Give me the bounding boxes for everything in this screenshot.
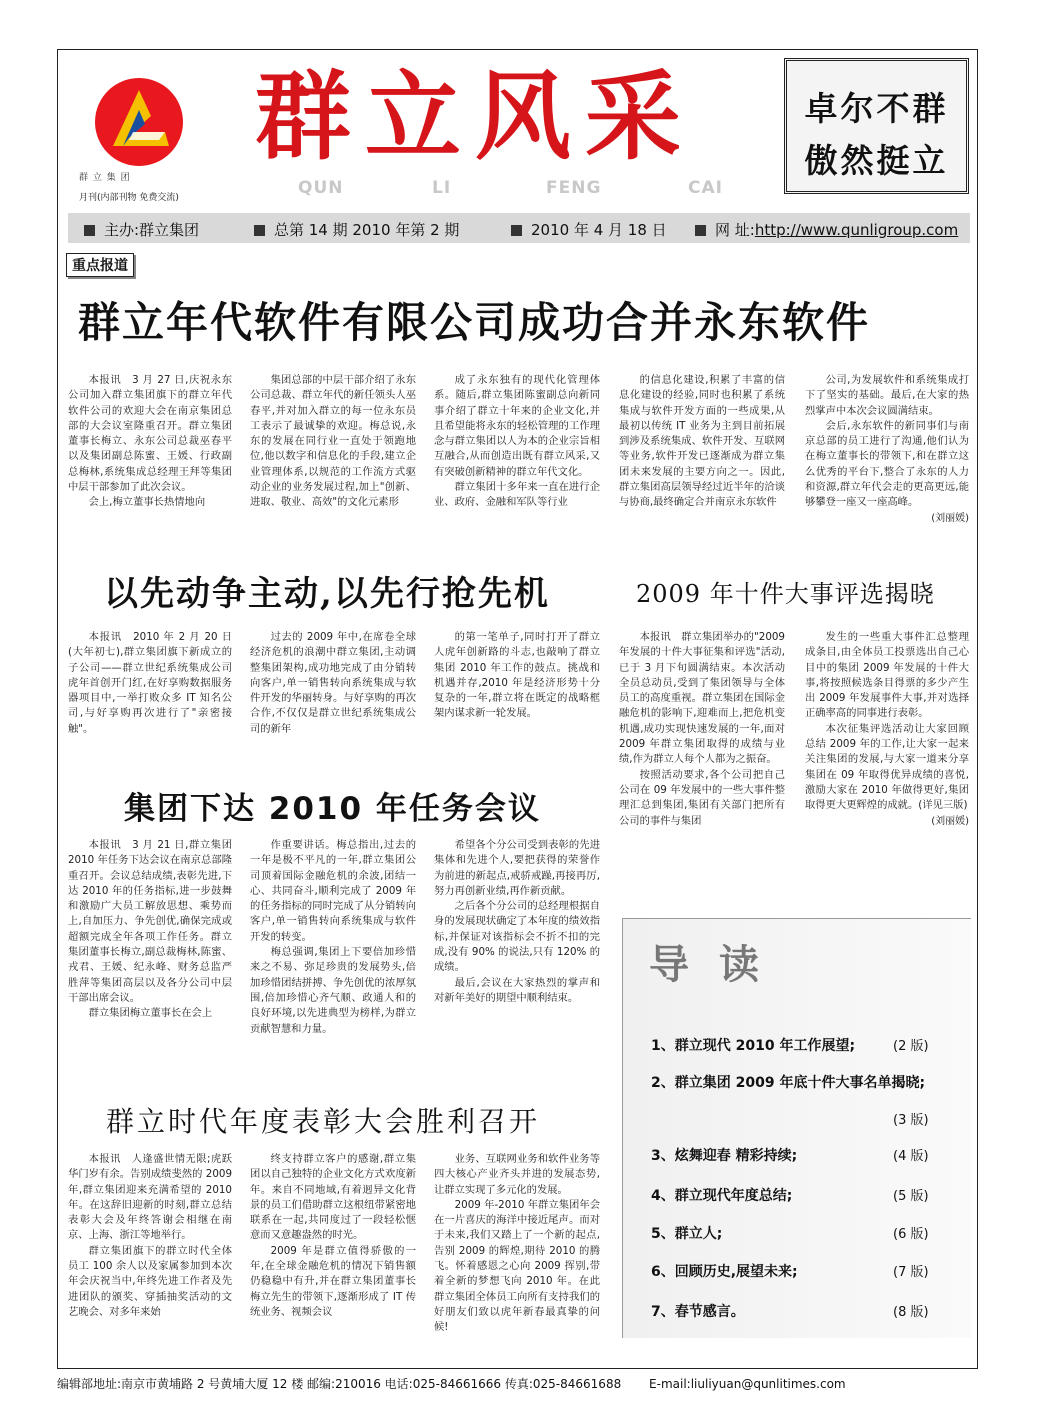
guide-title: 导读 (649, 941, 789, 988)
logo-text: 群 立 集 团 (79, 173, 131, 183)
article1-byline: (刘丽媛) (931, 512, 969, 524)
paragraph: 本报讯 3 月 27 日,庆祝永东公司加入群立集团旗下的群立年代软件公司的欢迎大会在南京集团总部的大会议室隆重召开。群立集团董事长梅立、永东公司总裁巫春平以及集团副总陈蜜、王媛、行政副总梅林,系统集成总经理王拜等集团中层干部参加了此次会议。 (68, 374, 232, 494)
article4-column (434, 838, 600, 1006)
slogan-line-2: 傲然挺立 (804, 141, 949, 180)
footer (57, 1375, 846, 1392)
slogan-line-1: 卓尔不群 (804, 89, 949, 128)
paragraph: 群立集团十多年来一直在进行企业、政府、金融和军队等行业 (434, 481, 600, 509)
section-tag: 重点报道 (66, 253, 134, 277)
guide-item[interactable]: 7、春节感言。 (651, 1304, 745, 1320)
group-logo-icon (93, 76, 185, 168)
article2-column: 的第一笔单子,同时打开了群立人虎年创新路的斗志,也敲响了群立集团 2010 年工作的鼓点。挑战和机遇并存,2010 年是经济形势十分复杂的一年,群立将在既定的战略框架内谋求新一轮发展。 (434, 631, 600, 720)
logo-caption: 月刊(内部刊物 免费交流) (79, 193, 179, 203)
guide-item-edition: (6 版) (893, 1227, 929, 1242)
guide-item-edition: (5 版) (893, 1189, 929, 1204)
newspaper-title: 群立风采 (255, 60, 695, 173)
article5-column (434, 1152, 600, 1336)
article1-column (434, 373, 600, 511)
paragraph: 终支持群立客户的感谢,群立集团以自己独特的企业文化方式欢度新年。来自不同地域,有着迥异文化背景的员工们借助群立这根纽带紧密地联系在一起,共同度过了一段轻松惬意而又意趣盎然的时光。 (250, 1153, 416, 1242)
paragraph: 业务、互联网业务和软件业务等四大核心产业齐头并进的发展态势,让群立实现了多元化的发展。 (434, 1153, 600, 1196)
website-info: 网 址:http://www.qunligroup.com (695, 219, 958, 240)
paragraph: 本报讯 3 月 21 日,群立集团 2010 年任务下达会议在南京总部隆重召开。会议总结成绩,表彰先进,下达 2010 年的任务指标,进一步鼓舞和激励广大员工解放思想、乘势而上,自加压力、争先创优,确保完成或超额完成全年各项工作任务。群立集团董事长梅立,副总裁梅林,陈蜜、戎君、王媛、纪永峰、财务总监严胜萍等集团高层以及各分公司中层干部出席会议。 (68, 839, 232, 1004)
guide-item-edition: (8 版) (893, 1305, 929, 1320)
article1-column (805, 373, 969, 526)
paragraph: 公司,为发展软件和系统集成打下了坚实的基础。最后,在大家的热烈掌声中本次会议圆满结束。 (805, 374, 969, 417)
guide-box (622, 918, 971, 1338)
footer-email[interactable]: E-mail:liuliyuan@qunlitimes.com (649, 1377, 846, 1391)
article4-column (250, 838, 416, 1037)
website-link[interactable]: http://www.qunligroup.com (754, 221, 959, 239)
paragraph: 群立集团梅立董事长在会上 (88, 1007, 213, 1020)
host-info: 主办:群立集团 (84, 219, 199, 240)
paragraph: 本报讯 人逢盛世情无限;虎跃华门岁有余。告别成绩斐然的 2009 年,群立集团迎来充满希望的 2010 年。在这辞旧迎新的时刻,群立总结表彰大会及年终答谢会相继在南京、上海、浙江等地举行。 (68, 1153, 232, 1242)
article5-column (250, 1152, 416, 1320)
article2-column: 过去的 2009 年中,在席卷全球经济危机的浪潮中群立集团,主动调整集团架构,成功地完成了由分销转向客户,单一销售转向系统集成与软件开发的华丽转身。与好享购的再次合作,不仅仅是群立世纪系统集成公司的新年 (250, 631, 416, 735)
guide-item[interactable]: 3、炫舞迎春 精彩持续; (651, 1148, 798, 1164)
article4-headline: 集团下达 2010 年任务会议 (124, 791, 541, 827)
guide-item-edition: (4 版) (893, 1149, 929, 1164)
paragraph: 2009 年-2010 年群立集团年会在一片喜庆的海洋中接近尾声。而对于未来,我们又踏上了一个新的起点,告别 2009 的辉煌,期待 2010 的腾飞。怀着感恩之心向 2009 挥别,带着全新的梦想飞向 2010 年。在此群立集团全体员工向所有支持我们的好朋友们致以虎年新春最真挚的问候! (434, 1198, 600, 1334)
paragraph: 之后各个分公司的总经理根据自身的发展现状确定了本年度的绩效指标,并保证对该指标会不折不扣的完成,没有 90% 的说法,只有 120% 的成绩。 (434, 900, 600, 974)
guide-item[interactable]: 5、群立人; (651, 1226, 723, 1242)
paragraph: 本报讯 群立集团举办的"2009 年发展的十件大事征集和评选"活动,已于 3 月下旬圆满结束。本次活动全员总动员,受到了集团领导与全体员工的高度重视。群立集团在国际金融危机的影响下,迎难而上,把危机变机遇,成功实现快速发展的一年,面对 2009 年群立集团取得的成绩与业绩,作为群立人每个人都为之振奋。 (619, 631, 785, 766)
article1-headline: 群立年代软件有限公司成功合并永东软件 (78, 298, 871, 347)
article3-column (805, 630, 969, 829)
guide-item[interactable]: 2、群立集团 2009 年底十件大事名单揭晓; (651, 1075, 926, 1091)
paragraph: 群立集团旗下的群立时代全体员工 100 余人以及家属参加到本次年会庆祝当中,年终先进工作者及先进团队的颁奖、穿插抽奖活动的文艺晚会、对多年来始 (68, 1244, 232, 1318)
paragraph: 会上,梅立董事长热情地向 (88, 496, 206, 509)
article3-headline: 2009 年十件大事评选揭晓 (636, 580, 935, 608)
footer-address: 编辑部地址:南京市黄埔路 2 号黄埔大厦 12 楼 邮编:210016 电话:025-84661666 传真:025-84661688 (57, 1377, 622, 1391)
article3-byline: (刘丽媛) (931, 815, 969, 827)
paragraph: 按照活动要求,各个公司把自己公司在 09 年发展中的一些大事件整理汇总到集团,集团有关部门把所有公司的事件与集团 (619, 768, 785, 827)
guide-item-edition: (2 版) (893, 1039, 929, 1054)
guide-item[interactable]: 6、回顾历史,展望未来; (651, 1264, 798, 1280)
pinyin-feng: FENG (546, 178, 602, 198)
paragraph: 作重要讲话。梅总指出,过去的一年是极不平凡的一年,群立集团公司顶着国际金融危机的余波,团结一心、共同奋斗,顺利完成了 2009 年的任务指标的同时完成了从分销转向客户,单一销售转向系统集成与软件开发的转变。 (250, 839, 416, 943)
article5-column (68, 1152, 232, 1320)
paragraph: 最后,会议在大家热烈的掌声和对新年美好的期望中顺利结束。 (434, 976, 600, 1004)
guide-item[interactable]: 4、群立现代年度总结; (651, 1188, 793, 1204)
square-bullet-icon (695, 225, 706, 236)
article1-column: 集团总部的中层干部介绍了永东公司总裁、群立年代的新任领头人巫春平,并对加入群立的每一位永东员工表示了最诚挚的欢迎。梅总说,永东的发展在同行业一直处于领跑地位,他以数字和信息化的手段,建立企业管理体系,以规范的工作流方式驱动企业的业务发展过程,加上"创新、进取、敬业、高效"的文化元素形 (250, 374, 416, 509)
pinyin-qun: QUN (298, 178, 344, 198)
paragraph: 成了永东独有的现代化管理体系。随后,群立集团陈蜜副总向新同事介绍了群立十年来的企业文化,并且希望能将永东的轻松管理的工作理念与群立集团以人为本的企业宗旨相互融合,从而创造出既有群立风采,又有突破创新精神的群立年代文化。 (434, 374, 600, 478)
guide-item-edition: (3 版) (893, 1113, 929, 1128)
date-info: 2010 年 4 月 18 日 (511, 219, 667, 240)
article4-column (68, 838, 232, 1022)
paragraph: 2009 年是群立值得骄傲的一年,在全球金融危机的情况下销售额仍稳稳中有升,并在群立集团董事长梅立先生的带领下,逐渐形成了 IT 传统业务、视频会议 (250, 1244, 416, 1318)
info-bar (68, 213, 970, 243)
paragraph: 梅总强调,集团上下要倍加珍惜来之不易、弥足珍贵的发展势头,倍加珍惜团结拼搏、争先创优的浓厚氛围,倍加珍惜心齐气顺、政通人和的良好环境,以先进典型为榜样,为群立贡献智慧和力量。 (250, 946, 416, 1035)
square-bullet-icon (254, 225, 265, 236)
article2-headline: 以先动争主动,以先行抢先机 (104, 574, 550, 614)
paragraph: 发生的一些重大事件汇总整理成条目,由全体员工投票选出自己心目中的集团 2009 年发展的十件大事,将按照候选条目得票的多少产生出 2009 年发展事件大事,并对选择正确率高的同事进行表彰。 (805, 631, 969, 720)
issue-info: 总第 14 期 2010 年第 2 期 (254, 219, 459, 240)
guide-item[interactable]: 1、群立现代 2010 年工作展望; (651, 1038, 856, 1054)
paragraph: 希望各个分公司受到表彰的先进集体和先进个人,要把获得的荣誉作为前进的新起点,戒骄戒躁,再接再厉,努力再创新业绩,再作新贡献。 (434, 839, 600, 897)
slogan-box (784, 58, 969, 194)
article1-column (68, 373, 232, 511)
article2-column: 本报讯 2010 年 2 月 20 日(大年初七),群立集团旗下新成立的子公司——群立世纪系统集成公司虎年首创开门红,在好享购数据服务器项目中,一举打败众多 IT 知名公司,与好享购再次进行了"亲密接触"。 (68, 631, 232, 735)
pinyin-cai: CAI (688, 178, 723, 198)
pinyin-li: LI (432, 178, 452, 198)
square-bullet-icon (511, 225, 522, 236)
guide-item-edition: (7 版) (893, 1265, 929, 1280)
square-bullet-icon (84, 225, 95, 236)
article3-column (619, 630, 785, 829)
paragraph: 本次征集评选活动让大家回顾总结 2009 年的工作,让大家一起来关注集团的发展,与大家一道来分享集团在 09 年取得优异成绩的喜悦,激励大家在 2010 年做得更好,集团取得更大更辉煌的成就。(详见三版) (805, 722, 969, 812)
article1-column: 的信息化建设,积累了丰富的信息化建设的经验,同时也积累了系统集成与软件开发方面的一些成果,从最初以传统 IT 业务为主到目前拓展到涉及系统集成、软件开发、互联网等业务,软件开发已逐渐成为群立集团未来发展的主要方向之一。因此,群立集团高层领导经过近半年的洽谈与协商,最终确定合并南京永东软件 (619, 374, 785, 509)
article5-headline: 群立时代年度表彰大会胜利召开 (106, 1105, 541, 1138)
paragraph: 会后,永东软件的新同事们与南京总部的员工进行了沟通,他们认为在梅立董事长的带领下,和在群立这么优秀的平台下,整合了永东的人力和资源,群立年代会走的更高更远,能够攀登一座又一座高峰。 (805, 419, 969, 509)
